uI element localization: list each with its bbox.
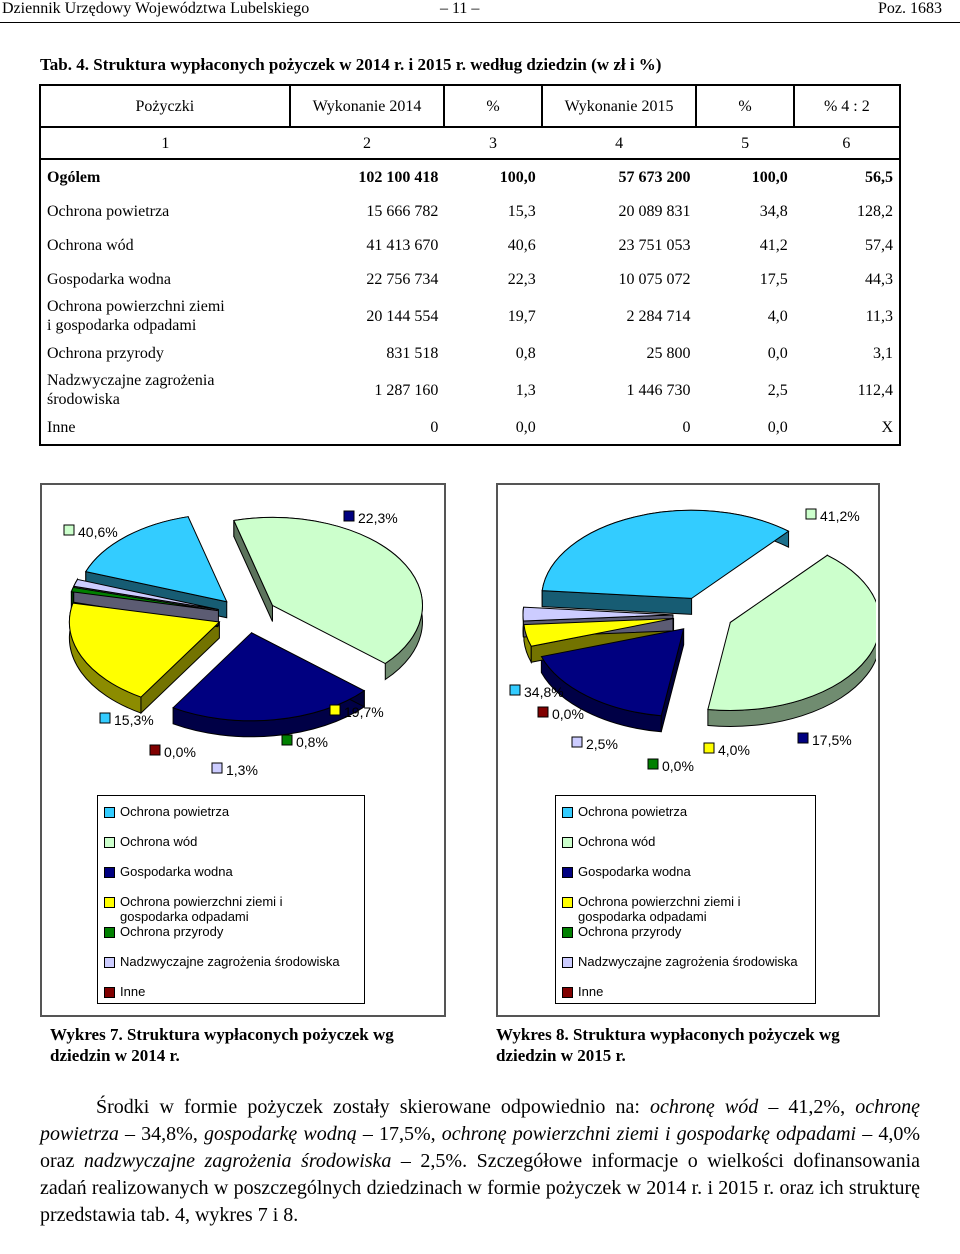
text-run: Środki w formie pożyczek zostały skierowane odpowiednio na:: [96, 1096, 650, 1118]
data-label-swatch: [538, 707, 548, 717]
text-run: – 4,0% oraz: [40, 1123, 921, 1172]
col-number: 6: [794, 127, 900, 159]
table-row: [40, 262, 900, 296]
legend-2015: [555, 795, 816, 1004]
cell: 128,2: [857, 202, 893, 220]
legend-item: [104, 924, 223, 939]
row-label: Gospodarka wodna: [47, 270, 171, 288]
legend-item: [562, 954, 798, 969]
cell: 100,0: [499, 168, 536, 186]
cell: 1 446 730: [626, 381, 691, 399]
legend-swatch: [104, 957, 115, 968]
legend-label: Ochrona powietrza: [120, 804, 230, 819]
cell: 25 800: [646, 344, 691, 362]
legend-item: [104, 834, 197, 849]
data-label-swatch: [330, 705, 340, 715]
legend-item: [104, 984, 145, 999]
col-number: 4: [542, 127, 697, 159]
cell: 41 413 670: [366, 236, 439, 254]
legend-label: [120, 894, 283, 924]
cell: 20 144 554: [366, 307, 439, 325]
legend-swatch: [562, 837, 573, 848]
data-label-swatch: [64, 525, 74, 535]
table-row: [40, 228, 900, 262]
pie-chart-2015: [498, 485, 876, 785]
data-label: 1,3%: [226, 762, 258, 778]
legend-swatch: [562, 897, 573, 908]
data-label-swatch: [282, 735, 292, 745]
cell: 10 075 072: [618, 270, 691, 288]
row-label: [40, 370, 290, 410]
legend-swatch: [104, 837, 115, 848]
legend-item: [562, 834, 655, 849]
cell: X: [794, 410, 900, 445]
table-row: [40, 194, 900, 228]
table-row: [40, 410, 900, 445]
data-label-swatch: [704, 743, 714, 753]
legend-item: [562, 804, 687, 819]
data-label: 0,0%: [662, 758, 694, 774]
data-label-swatch: [572, 737, 582, 747]
data-label: 4,0%: [718, 742, 750, 758]
journal-title: Dziennik Urzędowy Województwa Lubelskiego: [2, 0, 310, 17]
data-label: 0,8%: [296, 734, 328, 750]
legend-item: [562, 864, 691, 879]
cell: 20 089 831: [618, 202, 691, 220]
col-number: 3: [444, 127, 541, 159]
legend-item: [562, 984, 603, 999]
cell: 34,8: [759, 202, 788, 220]
legend-swatch: [562, 987, 573, 998]
cell: 0: [542, 410, 697, 445]
cell: 44,3: [865, 270, 893, 288]
data-label: 41,2%: [820, 508, 860, 524]
legend-label-line: Ochrona powierzchni ziemi i: [578, 894, 741, 909]
legend-swatch: [104, 927, 115, 938]
legend-label: Nadzwyczajne zagrożenia środowiska: [578, 954, 798, 969]
caption-line: Wykres 8. Struktura wypłaconych pożyczek wg: [496, 1025, 840, 1044]
chart-8-caption: [496, 1024, 840, 1066]
legend-label: Ochrona przyrody: [120, 924, 224, 939]
cell: 102 100 418: [358, 168, 439, 186]
legend-label: [578, 894, 741, 924]
table-row: [40, 159, 900, 194]
data-label: 15,3%: [114, 712, 154, 728]
cell: 57,4: [865, 236, 893, 254]
legend-label: Ochrona wód: [120, 834, 198, 849]
legend-item: [104, 864, 233, 879]
cell: 56,5: [865, 168, 893, 186]
position-number: Poz. 1683: [878, 0, 942, 17]
legend-label: Ochrona wód: [578, 834, 656, 849]
header-cell: Pożyczki: [40, 85, 290, 127]
data-label: 40,6%: [78, 524, 118, 540]
cell: 57 673 200: [618, 168, 691, 186]
legend-label: Ochrona powietrza: [578, 804, 688, 819]
legend-item: [562, 894, 741, 924]
cell: 0: [290, 410, 445, 445]
cell: 112,4: [857, 381, 893, 399]
cell: 17,5: [759, 270, 788, 288]
legend-item: [562, 924, 681, 939]
pie-chart-2014: [42, 485, 442, 785]
cell: 0,0: [444, 410, 541, 445]
row-label-line: i gospodarka odpadami: [47, 317, 197, 334]
pie-slice: [542, 510, 788, 598]
data-label: 2,5%: [586, 736, 618, 752]
legend-item: [104, 894, 283, 924]
legend-label-line: Ochrona powierzchni ziemi i: [120, 894, 283, 909]
legend-item: [104, 954, 340, 969]
legend-swatch: [104, 897, 115, 908]
legend-swatch: [562, 867, 573, 878]
legend-swatch: [104, 987, 115, 998]
legend-2014: [97, 795, 365, 1004]
data-label: 34,8%: [524, 684, 564, 700]
table-row: [40, 336, 900, 370]
legend-label: Gospodarka wodna: [578, 864, 691, 879]
header-cell: %: [696, 85, 793, 127]
cell: 3,1: [873, 344, 893, 362]
text-run-italic: gospodarkę wodną: [203, 1123, 357, 1145]
data-label-swatch: [806, 509, 816, 519]
cell: 15,3: [507, 202, 536, 220]
cell: 19,7: [507, 307, 536, 325]
col-number: 5: [696, 127, 793, 159]
text-run-italic: ochronę wód: [650, 1096, 759, 1118]
row-label-line: środowiska: [47, 391, 120, 408]
data-label: 0,0%: [164, 744, 196, 760]
header-cell: Wykonanie 2015: [542, 85, 697, 127]
row-label: Ogólem: [47, 168, 101, 186]
cell: 0,8: [515, 344, 536, 362]
data-label: 22,3%: [358, 510, 398, 526]
row-label: [40, 296, 290, 336]
cell: 23 751 053: [618, 236, 691, 254]
table-caption: Tab. 4. Struktura wypłaconych pożyczek w 2014 r. i 2015 r. według dziedzin (w zł i %): [40, 55, 662, 74]
row-label: Ochrona powietrza: [47, 202, 170, 220]
legend-swatch: [562, 957, 573, 968]
col-number: 1: [40, 127, 290, 159]
page-header: [0, 0, 960, 23]
caption-line: dziedzin w 2015 r.: [496, 1046, 626, 1065]
cell: 41,2: [759, 236, 788, 254]
legend-swatch: [562, 927, 573, 938]
cell: 831 518: [386, 344, 439, 362]
legend-label: Gospodarka wodna: [120, 864, 233, 879]
text-run-italic: ochronę powierzchni ziemi i gospodarkę odpadami: [441, 1123, 857, 1145]
data-label-swatch: [100, 713, 110, 723]
cell: 4,0: [767, 307, 788, 325]
row-label: Ochrona wód: [47, 236, 134, 254]
cell: 0,0: [767, 344, 788, 362]
cell: 40,6: [507, 236, 536, 254]
text-run-italic: ochronę powietrza: [40, 1096, 920, 1145]
text-run: – 17,5%,: [356, 1123, 442, 1145]
header-cell: Wykonanie 2014: [290, 85, 445, 127]
legend-swatch: [562, 807, 573, 818]
legend-label: Nadzwyczajne zagrożenia środowiska: [120, 954, 340, 969]
row-label: Ochrona przyrody: [47, 344, 164, 362]
data-label-swatch: [212, 763, 222, 773]
header-cell: % 4 : 2: [794, 85, 900, 127]
text-run-italic: nadzwyczajne zagrożenia środowiska: [83, 1150, 392, 1172]
legend-label-line: gospodarka odpadami: [578, 909, 707, 924]
cell: 15 666 782: [366, 202, 439, 220]
text-run: – 41,2%,: [758, 1096, 856, 1118]
legend-swatch: [104, 807, 115, 818]
cell: 11,3: [865, 307, 893, 325]
cell: 0,0: [696, 410, 793, 445]
legend-swatch: [104, 867, 115, 878]
col-number: 2: [290, 127, 445, 159]
cell: 22 756 734: [366, 270, 439, 288]
chart-7-caption: [50, 1024, 394, 1066]
data-label-swatch: [798, 733, 808, 743]
page-number: – 11 –: [440, 0, 480, 17]
data-label: 17,5%: [812, 732, 852, 748]
caption-line: dziedzin w 2014 r.: [50, 1046, 180, 1065]
cell: 2 284 714: [626, 307, 691, 325]
loans-table: [39, 84, 901, 446]
legend-label: Inne: [120, 984, 146, 999]
text-run: – 2,5%. Szczegółowe informacje o wielkości dofinansowania zadań realizowanych w poszczególnych dziedzinach w formie pożyczek w 2014 r. i 2015 r. oraz ich strukturę przedstawia tab. 4, wykres 7 i 8.: [40, 1150, 920, 1226]
data-label-swatch: [344, 511, 354, 521]
legend-item: [104, 804, 229, 819]
data-label-swatch: [150, 745, 160, 755]
cell: 100,0: [751, 168, 788, 186]
data-label-swatch: [510, 685, 520, 695]
text-run: – 34,8%,: [118, 1123, 204, 1145]
row-label-line: Nadzwyczajne zagrożenia: [47, 372, 215, 389]
data-label: 0,0%: [552, 706, 584, 722]
caption-line: Wykres 7. Struktura wypłaconych pożyczek wg: [50, 1025, 394, 1044]
table-row: [40, 370, 900, 410]
header-cell: %: [444, 85, 541, 127]
row-label: Inne: [40, 410, 290, 445]
legend-label: Ochrona przyrody: [578, 924, 682, 939]
legend-label: Inne: [578, 984, 604, 999]
cell: 1 287 160: [374, 381, 439, 399]
legend-label-line: gospodarka odpadami: [120, 909, 249, 924]
cell: 2,5: [767, 381, 788, 399]
table-row: [40, 296, 900, 336]
table-header-row: [40, 85, 900, 127]
data-label: 19,7%: [344, 704, 384, 720]
cell: 22,3: [507, 270, 536, 288]
cell: 1,3: [515, 381, 536, 399]
column-number-row: [40, 127, 900, 159]
data-label-swatch: [648, 759, 658, 769]
row-label-line: Ochrona powierzchni ziemi: [47, 298, 225, 315]
summary-paragraph: [40, 1094, 920, 1229]
